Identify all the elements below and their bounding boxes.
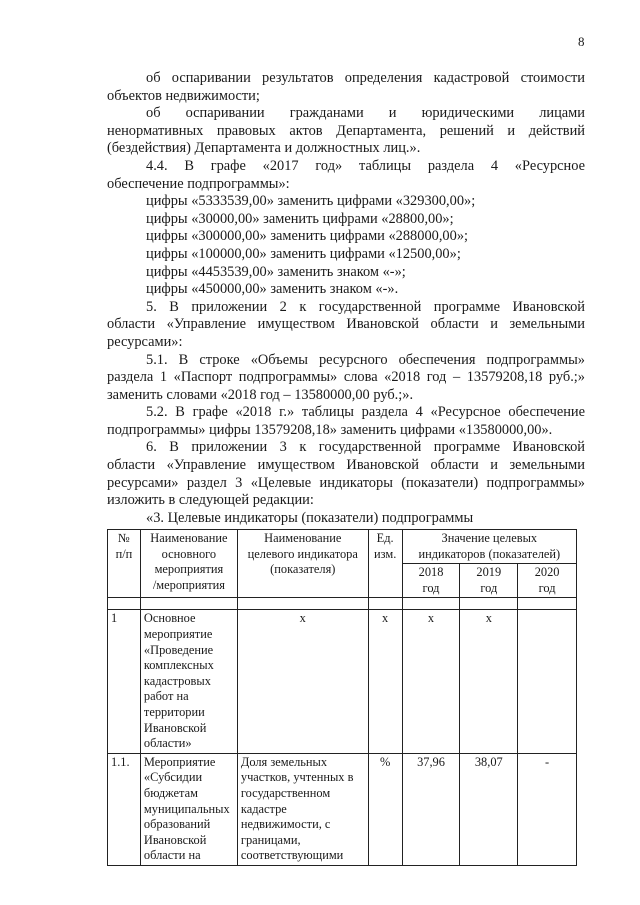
row-value-2018: х (402, 610, 460, 753)
row-value-2020: - (518, 753, 577, 865)
paragraph-line: цифры «30000,00» заменить цифрами «28800,00»; (146, 210, 454, 227)
header-year-2020: 2020 год (518, 564, 577, 598)
document-body (107, 70, 585, 527)
paragraph-line: цифры «4453539,00» заменить знаком «-»; (146, 263, 406, 280)
row-event: Основное мероприятие «Проведение комплексных кадастровых работ на территории Ивановской области» (140, 610, 237, 753)
row-value-2019: 38,07 (460, 753, 518, 865)
row-indicator: Доля земельных участков, учтенных в государственном кадастре недвижимости, с границами, соответствующими (237, 753, 368, 865)
row-num: 1 (108, 610, 141, 753)
header-values-group: Значение целевых индикаторов (показателей) (402, 530, 576, 564)
table-spacer-row (108, 598, 577, 610)
paragraph-line: цифры «5333539,00» заменить цифрами «329300,00»; (146, 193, 476, 210)
paragraph-line: об оспаривании результатов определения кадастровой стоимости (146, 70, 585, 86)
page-number: 8 (578, 34, 585, 49)
row-indicator: х (237, 610, 368, 753)
indicators-table (107, 529, 577, 866)
header-unit: Ед. изм. (368, 530, 402, 598)
paragraph-line: цифры «300000,00» заменить цифрами «288000,00»; (146, 228, 469, 245)
paragraph-line: 5. В приложении 2 к государственной программе Ивановской (146, 298, 585, 315)
header-event: Наименование основного мероприятия /мероприятия (140, 530, 237, 598)
row-value-2018: 37,96 (402, 753, 460, 865)
table-caption: «3. Целевые индикаторы (показатели) подпрограммы (146, 509, 474, 526)
row-value-2020 (518, 610, 577, 753)
row-value-2019: х (460, 610, 518, 753)
table-row (108, 610, 577, 753)
paragraph-line: изложить в следующей редакции: (107, 492, 314, 509)
paragraph-line: объектов недвижимости; (107, 87, 260, 104)
row-unit: % (368, 753, 402, 865)
row-num: 1.1. (108, 753, 141, 865)
header-year-2019: 2019 год (460, 564, 518, 598)
paragraph-line: раздела 1 «Паспорт подпрограммы» слова «2018 год – 13579208,18 руб.;» (107, 369, 585, 386)
paragraph-line: заменить словами «2018 год – 13580000,00 руб.;». (107, 386, 414, 403)
paragraph-line: подпрограммы» цифры 13579208,18» заменить цифрами «13580000,00». (107, 421, 553, 438)
paragraph-line: 4.4. В графе «2017 год» таблицы раздела 4 «Ресурсное (146, 157, 585, 174)
paragraph-line: ресурсами» раздел 3 «Целевые индикаторы (показатели) подпрограммы» (107, 474, 585, 491)
row-unit: х (368, 610, 402, 753)
paragraph-line: ненормативных правовых актов Департамента, решений и действий (107, 122, 585, 139)
paragraph-line: цифры «450000,00» заменить знаком «-». (146, 281, 399, 298)
paragraph-line: области «Управление имуществом Ивановской области и земельными (107, 316, 585, 333)
header-num: № п/п (108, 530, 141, 598)
table-row (108, 753, 577, 865)
paragraph-line: 5.1. В строке «Объемы ресурсного обеспечения подпрограммы» (146, 351, 585, 368)
paragraph-line: области «Управление имуществом Ивановской области и земельными (107, 457, 585, 474)
paragraph-line: обеспечение подпрограммы»: (107, 175, 290, 192)
paragraph-line: (бездействия) Департамента и должностных лиц.». (107, 140, 421, 157)
paragraph-line: об оспаривании гражданами и юридическими лицами (146, 105, 585, 122)
paragraph-line: ресурсами»: (107, 333, 183, 350)
paragraph-line: цифры «100000,00» заменить цифрами «12500,00»; (146, 245, 461, 262)
row-event: Мероприятие «Субсидии бюджетам муниципальных образований Ивановской области на (140, 753, 237, 865)
table-header-row (108, 530, 577, 564)
header-indicator: Наименование целевого индикатора (показателя) (237, 530, 368, 598)
paragraph-line: 6. В приложении 3 к государственной программе Ивановской (146, 439, 585, 456)
header-year-2018: 2018 год (402, 564, 460, 598)
paragraph-line: 5.2. В графе «2018 г.» таблицы раздела 4 «Ресурсное обеспечение (146, 404, 585, 421)
